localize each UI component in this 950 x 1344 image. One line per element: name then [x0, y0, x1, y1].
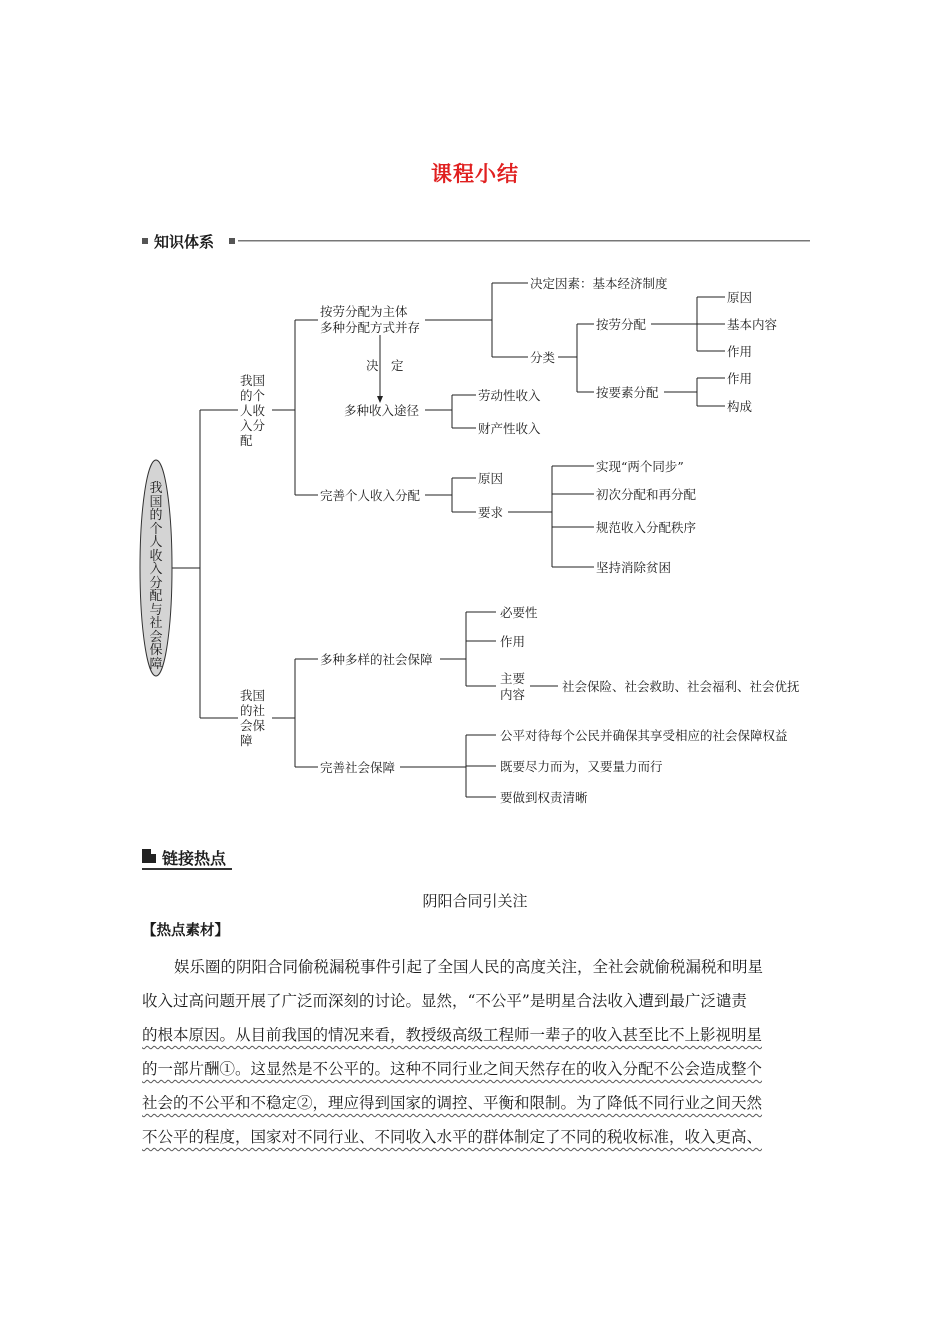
node-necessity: 必要性	[500, 605, 538, 620]
hot-material-label: 【热点素材】	[142, 922, 229, 939]
node-by-factor: 按要素分配	[596, 385, 659, 400]
node-by-labor-role: 作用	[727, 344, 753, 359]
hot-heading-underline	[142, 868, 232, 870]
branch-income-distribution: 我国的个人收入分配	[240, 373, 266, 448]
node-diverse-security: 多种多样的社会保障	[320, 652, 433, 667]
node-main-principle-line1: 按劳分配为主体	[320, 304, 408, 319]
node-content-detail: 社会保险、社会救助、社会福利、社会优抚	[562, 679, 800, 694]
paragraph-line: 收入过高问题开展了广泛而深刻的讨论。显然，“不公平”是明星合法收入遭到最广泛谴责	[142, 992, 747, 1010]
branch-social-security: 我国的社会保障	[240, 688, 266, 748]
node-improve-security: 完善社会保障	[320, 760, 396, 775]
node-req-two-sync: 实现“两个同步”	[596, 459, 684, 474]
node-property-income: 财产性收入	[478, 421, 541, 436]
node-fair-treatment: 公平对待每个公民并确保其享受相应的社会保障权益	[500, 728, 788, 743]
node-requirement: 要求	[478, 505, 504, 520]
paragraph-line: 的一部片酬①。这显然是不公平的。这种不同行业之间天然存在的收入分配不公会造成整个	[142, 1060, 763, 1078]
node-capability: 既要尽力而为，又要量力而行	[500, 759, 663, 774]
node-req-poverty: 坚持消除贫困	[596, 560, 672, 575]
node-improve-distribution: 完善个人收入分配	[320, 488, 421, 503]
node-clear-responsibility: 要做到权责清晰	[500, 790, 588, 805]
paragraph-line: 娱乐圈的阴阳合同偷税漏税事件引起了全国人民的高度关注，全社会就偷税漏税和明星	[174, 958, 764, 976]
node-decide-factor: 决定因素：基本经济制度	[530, 276, 668, 291]
hot-heading: 链接热点	[162, 849, 227, 868]
node-main-content-line1: 主要	[500, 671, 526, 686]
node-by-factor-composition: 构成	[727, 399, 753, 414]
diagram-root: 我国的个人收入分配与社会保障	[149, 481, 163, 672]
node-req-order: 规范收入分配秩序	[596, 520, 697, 535]
node-decides-arrow-label: 决 定	[366, 358, 404, 373]
article-title: 阴阳合同引关注	[422, 892, 528, 910]
node-by-labor: 按劳分配	[596, 317, 647, 332]
node-main-principle-line2: 多种分配方式并存	[320, 320, 421, 335]
hot-heading-icon-notch	[151, 849, 156, 854]
paragraph-line: 的根本原因。从目前我国的情况来看，教授级高级工程师一辈子的收入甚至比不上影视明星	[142, 1026, 763, 1044]
node-classify: 分类	[530, 350, 556, 365]
node-by-labor-reason: 原因	[727, 290, 753, 305]
node-main-content-line2: 内容	[500, 687, 526, 702]
node-req-redistribution: 初次分配和再分配	[596, 487, 697, 502]
node-labor-income: 劳动性收入	[478, 388, 541, 403]
node-security-role: 作用	[500, 634, 526, 649]
node-income-ways: 多种收入途径	[344, 403, 420, 418]
page-title: 课程小结	[431, 162, 519, 186]
node-by-labor-content: 基本内容	[727, 317, 778, 332]
knowledge-heading: 知识体系	[154, 233, 215, 251]
node-improve-reason: 原因	[478, 471, 504, 486]
paragraph-line: 社会的不公平和不稳定②，理应得到国家的调控、平衡和限制。为了降低不同行业之间天然	[142, 1094, 763, 1112]
node-by-factor-role: 作用	[727, 371, 753, 386]
paragraph-line: 不公平的程度，国家对不同行业、不同收入水平的群体制定了不同的税收标准，收入更高、	[142, 1128, 763, 1146]
